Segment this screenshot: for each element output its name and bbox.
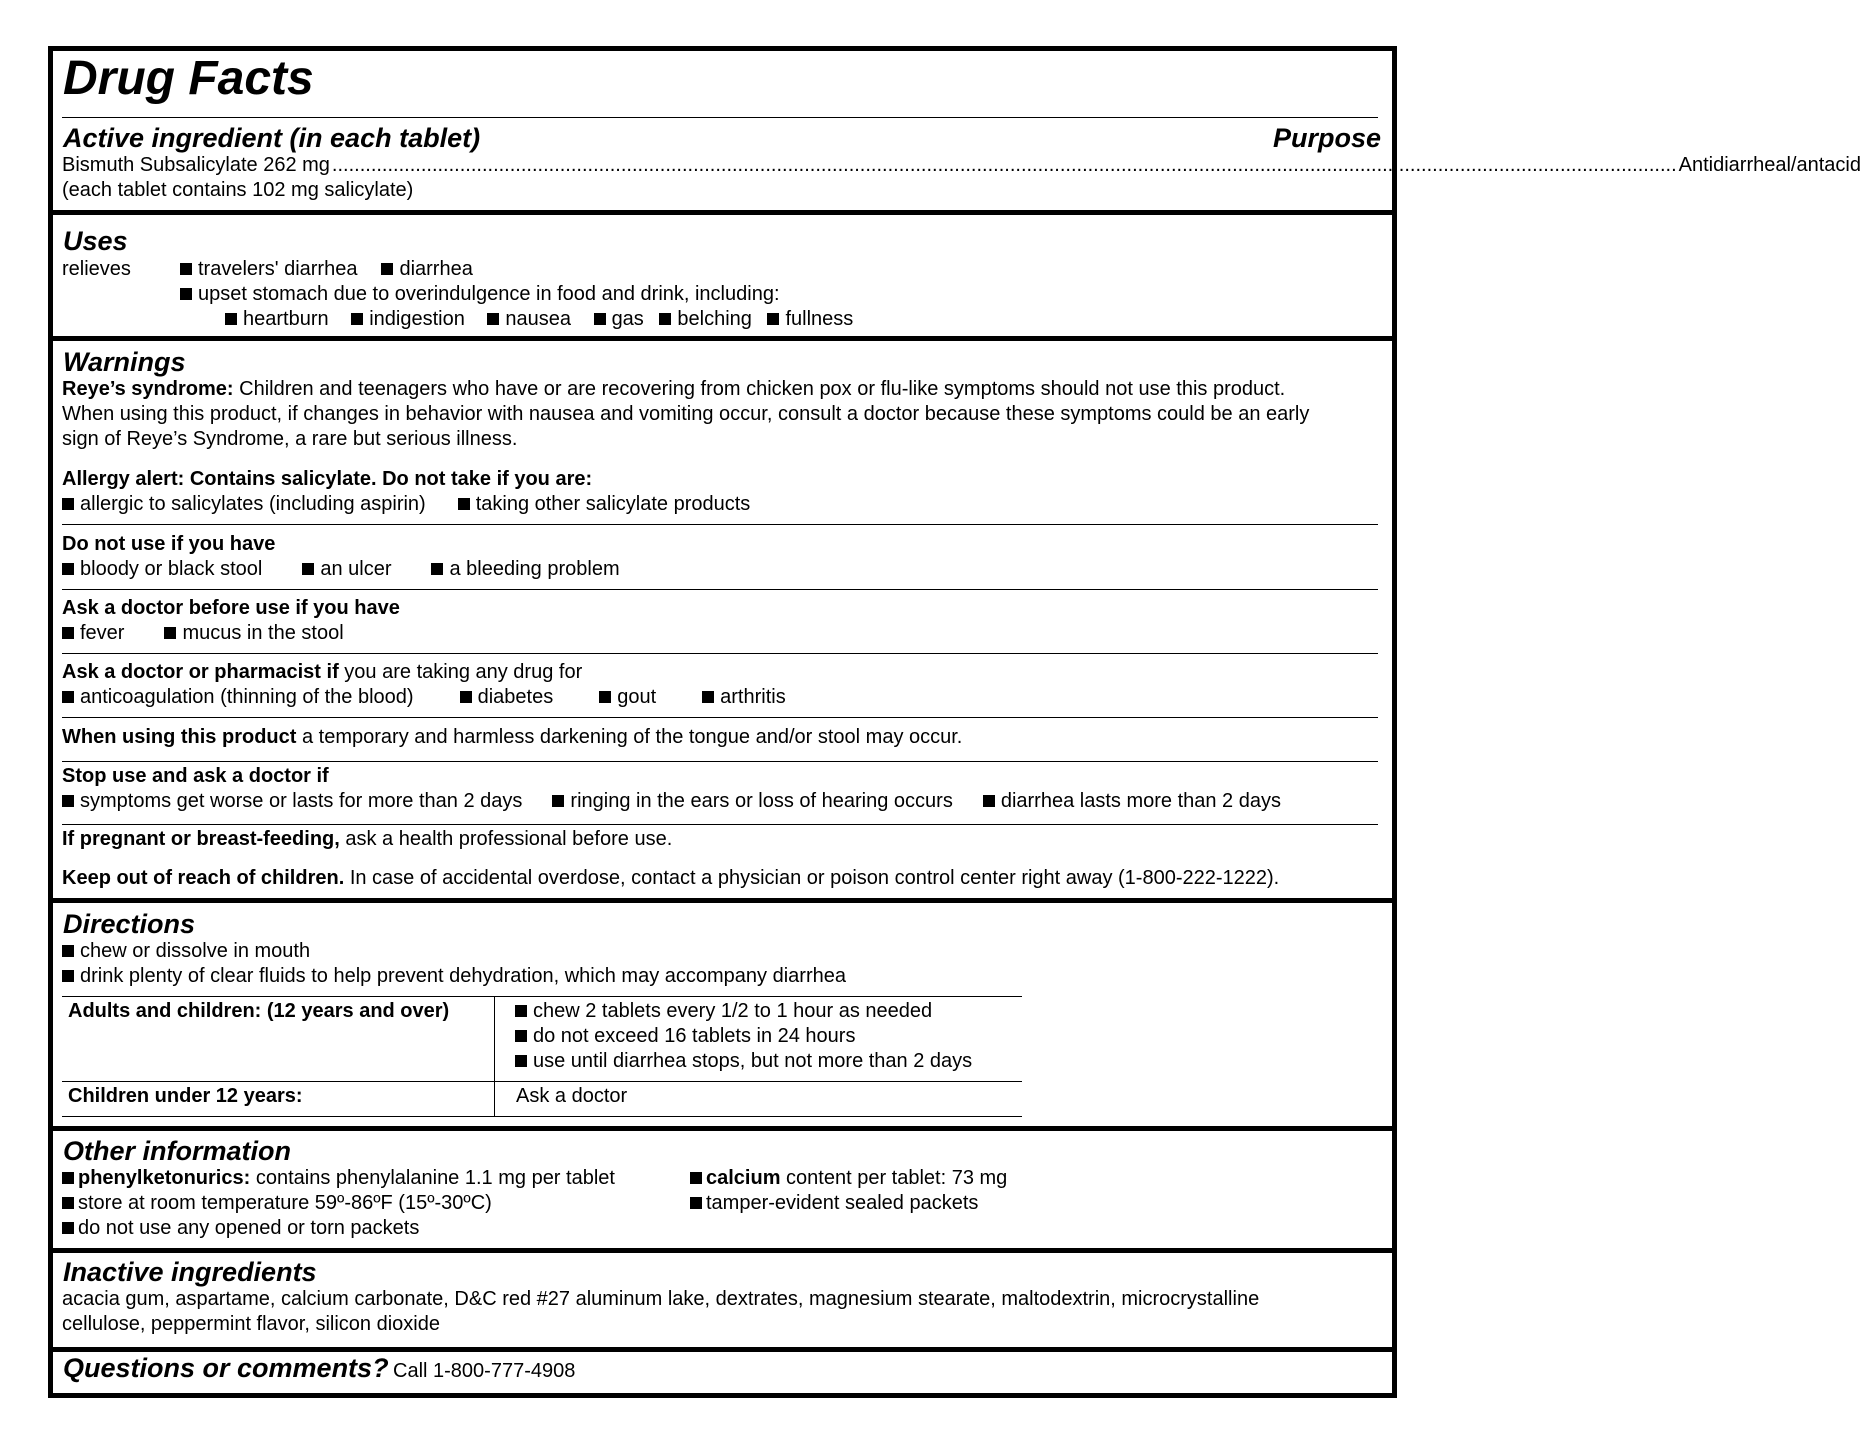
keep-out-text: In case of accidental overdose, contact a physician or poison control center right away (1-800-222-1222). [344,867,1280,889]
section-divider [53,1248,1392,1253]
bullet-square-icon [515,1005,527,1017]
questions-heading: Questions or comments? [63,1353,389,1383]
divider [62,717,1378,718]
pregnant-label: If pregnant or breast-feeding, [62,828,340,850]
table-border [62,1081,1022,1082]
bullet-square-icon [62,1222,74,1234]
do-not-use-label: Do not use if you have [62,533,276,555]
other-item [62,1216,419,1240]
list-item: bloody or black stool [80,558,263,580]
list-item: allergic to salicylates (including aspirin) [80,493,426,515]
ask-doctor-items [62,621,344,645]
dosage-item [515,1049,972,1073]
divider [62,117,1378,118]
inactive-heading: Inactive ingredients [63,1257,317,1287]
inactive-line-2: cellulose, peppermint flavor, silicon dioxide [62,1313,440,1335]
list-item: gas [611,308,644,330]
bullet-square-icon [62,795,74,807]
bullet-square-icon [180,263,192,275]
dosage-item [515,999,932,1023]
bullet-square-icon [515,1055,527,1067]
other-item [62,1191,492,1215]
list-item: heartburn [243,308,329,330]
reye-line-1 [62,377,1285,401]
bullet-square-icon [431,563,443,575]
divider [62,824,1378,825]
calcium-text: content per tablet: 73 mg [780,1167,1008,1189]
section-divider [53,1126,1392,1131]
when-using-label: When using this product [62,726,297,748]
ask-doctor-label: Ask a doctor before use if you have [62,597,400,619]
bullet-square-icon [983,795,995,807]
list-item: chew 2 tablets every 1/2 to 1 hour as needed [533,1000,933,1022]
inactive-line-1: acacia gum, aspartame, calcium carbonate, D&C red #27 aluminum lake, dextrates, magnesium stearate, maltodextrin, microcrystalline [62,1288,1260,1310]
ask-pharmacist-text: you are taking any drug for [338,661,583,683]
section-divider [53,336,1392,341]
bullet-square-icon [302,563,314,575]
list-item: do not exceed 16 tablets in 24 hours [533,1025,856,1047]
list-item: gout [617,686,657,708]
when-using-line [62,725,962,749]
purpose-heading: Purpose [1272,123,1381,153]
bullet-square-icon [164,627,176,639]
list-item: arthritis [720,686,786,708]
pregnant-text: ask a health professional before use. [339,828,673,850]
list-item: use until diarrhea stops, but not more than 2 days [533,1050,973,1072]
bullet-square-icon [62,945,74,957]
bullet-square-icon [515,1030,527,1042]
pku-text: contains phenylalanine 1.1 mg per tablet [250,1167,615,1189]
bullet-square-icon [487,313,499,325]
stop-use-items [62,789,1281,813]
list-item: a bleeding problem [449,558,620,580]
other-info-heading: Other information [63,1136,291,1166]
divider [62,524,1378,525]
questions-phone: Call 1-800-777-4908 [393,1360,576,1382]
do-not-use-items [62,557,620,581]
bullet-square-icon [62,970,74,982]
list-item: do not use any opened or torn packets [78,1217,420,1239]
dosage-group-children: Children under 12 years: [68,1085,303,1107]
list-item: belching [677,308,752,330]
bullet-square-icon [62,1197,74,1209]
other-item [690,1166,1007,1190]
bullet-square-icon [599,691,611,703]
ingredient-name: Bismuth Subsalicylate 262 mg [62,154,330,176]
dosage-children-text: Ask a doctor [516,1085,628,1107]
ingredient-note: (each tablet contains 102 mg salicylate) [62,179,414,201]
other-item [690,1191,978,1215]
list-item: store at room temperature 59º-86ºF (15º-30ºC) [78,1192,492,1214]
table-divider [494,996,495,1116]
list-item: upset stomach due to overindulgence in food and drink, including: [198,283,780,305]
bullet-square-icon [594,313,606,325]
list-item: nausea [505,308,571,330]
table-border [62,996,1022,997]
list-item: diarrhea [399,258,473,280]
bullet-square-icon [702,691,714,703]
list-item: taking other salicylate products [475,493,751,515]
keep-out-label: Keep out of reach of children. [62,867,345,889]
warnings-heading: Warnings [63,347,186,377]
bullet-square-icon [62,563,74,575]
bullet-square-icon [381,263,393,275]
questions-line [63,1353,575,1384]
reye-text: Children and teenagers who have or are recovering from chicken pox or flu-like symptoms should not use this product. [239,378,1286,400]
list-item: symptoms get worse or lasts for more than 2 days [80,790,523,812]
bullet-square-icon [225,313,237,325]
list-item: indigestion [369,308,465,330]
calcium-label: calcium [706,1167,781,1189]
ask-pharmacist-label: Ask a doctor or pharmacist if [62,661,339,683]
list-item: fullness [785,308,854,330]
stop-use-label: Stop use and ask a doctor if [62,765,329,787]
reye-line-2: When using this product, if changes in behavior with nausea and vomiting occur, consult a doctor because these symptoms could be an early [62,403,1310,425]
allergy-label: Allergy alert: Contains salicylate. Do not take if you are: [62,468,593,490]
list-item: diabetes [477,686,554,708]
pku-label: phenylketonurics: [78,1167,251,1189]
bullet-square-icon [690,1197,702,1209]
divider [62,653,1378,654]
other-item [62,1166,615,1190]
leader-dots: .................................................................................................................................................................................................................................................. [331,154,1677,176]
bullet-square-icon [690,1172,702,1184]
list-item: an ulcer [320,558,392,580]
list-item: mucus in the stool [182,622,344,644]
list-item: drink plenty of clear fluids to help prevent dehydration, which may accompany diarrhea [80,965,846,987]
list-item: fever [80,622,125,644]
page-title: Drug Facts [63,52,314,105]
table-border [62,1116,1022,1117]
ask-pharmacist-items [62,685,786,709]
list-item: tamper-evident sealed packets [706,1192,979,1214]
uses-sub-items [225,307,853,331]
pregnant-line [62,827,672,851]
bullet-square-icon [180,288,192,300]
directions-item [62,964,846,988]
keep-out-line [62,866,1279,890]
uses-row-1 [180,257,473,281]
bullet-square-icon [659,313,671,325]
bullet-square-icon [62,627,74,639]
bullet-square-icon [767,313,779,325]
dosage-group-adults: Adults and children: (12 years and over) [68,1000,450,1022]
divider [62,761,1378,762]
list-item: ringing in the ears or loss of hearing occurs [570,790,953,812]
section-divider [53,210,1392,215]
active-ingredient-heading: Active ingredient (in each tablet) [63,123,481,153]
section-divider [53,1347,1392,1352]
list-item: anticoagulation (thinning of the blood) [80,686,414,708]
allergy-items [62,492,750,516]
ingredient-purpose: Antidiarrheal/antacid [1678,154,1861,176]
bullet-square-icon [351,313,363,325]
bullet-square-icon [552,795,564,807]
active-ingredient-row [62,153,1861,177]
ask-pharmacist-line [62,660,582,684]
directions-heading: Directions [63,909,196,939]
uses-row-2 [180,282,780,306]
bullet-square-icon [62,498,74,510]
directions-item [62,939,310,963]
divider [62,589,1378,590]
list-item: chew or dissolve in mouth [80,940,311,962]
bullet-square-icon [62,1172,74,1184]
list-item: diarrhea lasts more than 2 days [1000,790,1281,812]
uses-lead: relieves [62,258,131,280]
bullet-square-icon [62,691,74,703]
dosage-item [515,1024,855,1048]
list-item: travelers' diarrhea [198,258,358,280]
bullet-square-icon [460,691,472,703]
uses-heading: Uses [63,226,128,256]
reye-line-3: sign of Reye’s Syndrome, a rare but serious illness. [62,428,518,450]
when-using-text: a temporary and harmless darkening of the tongue and/or stool may occur. [296,726,963,748]
reye-label: Reye’s syndrome: [62,378,234,400]
section-divider [53,898,1392,903]
bullet-square-icon [458,498,470,510]
